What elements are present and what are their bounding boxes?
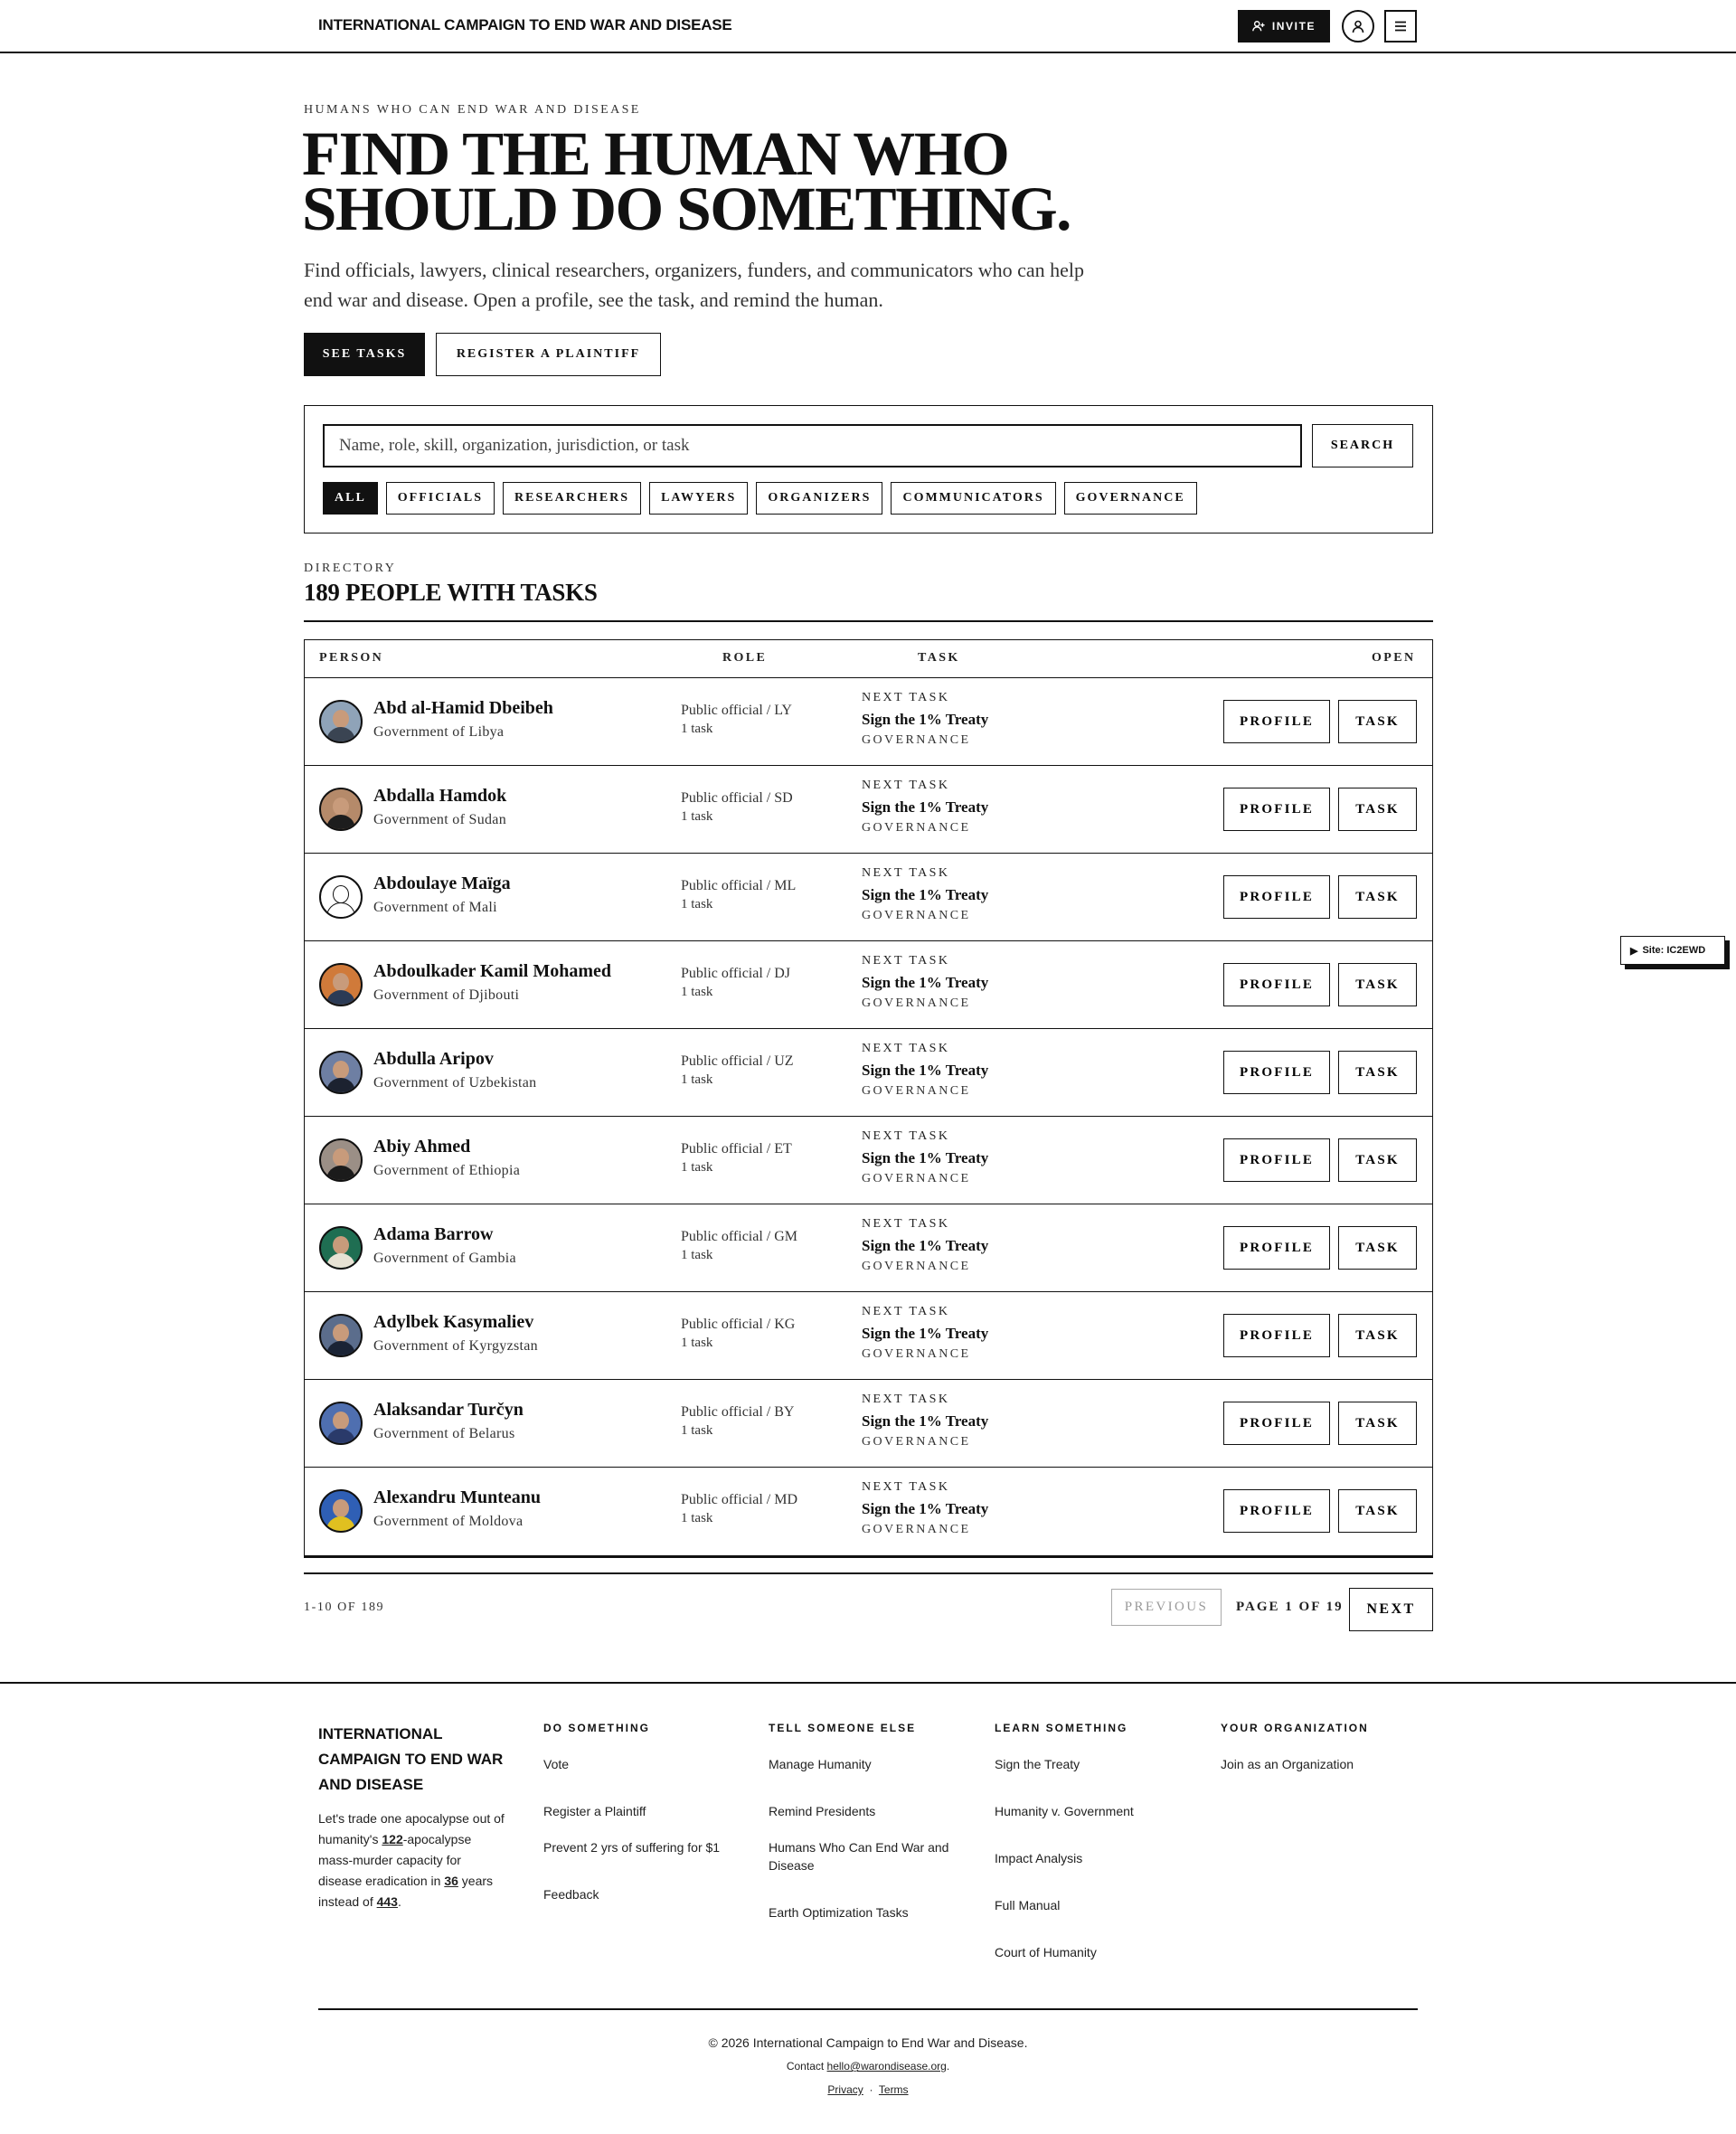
next-task-title: Sign the 1% Treaty xyxy=(862,1325,989,1342)
task-button[interactable]: TASK xyxy=(1338,700,1417,743)
footer-link-full-manual[interactable]: Full Manual xyxy=(995,1898,1061,1912)
person-name[interactable]: Abiy Ahmed xyxy=(373,1137,471,1157)
profile-button[interactable]: PROFILE xyxy=(1223,1051,1330,1094)
user-icon xyxy=(1351,19,1365,33)
filter-all[interactable]: ALL xyxy=(323,482,378,515)
person-task-count: 1 task xyxy=(681,1248,713,1262)
task-button[interactable]: TASK xyxy=(1338,875,1417,919)
hero-eyebrow: HUMANS WHO CAN END WAR AND DISEASE xyxy=(304,103,641,117)
page-indicator: PAGE 1 OF 19 xyxy=(1236,1600,1344,1614)
table-body xyxy=(305,678,1432,1555)
play-icon: ▶ xyxy=(1630,945,1638,957)
contact-line xyxy=(0,2060,1736,2073)
next-task-title: Sign the 1% Treaty xyxy=(862,974,989,991)
filter-governance[interactable]: GOVERNANCE xyxy=(1064,482,1197,515)
avatar-body xyxy=(326,1078,355,1094)
person-organization: Government of Kyrgyzstan xyxy=(373,1338,538,1354)
person-organization: Government of Ethiopia xyxy=(373,1163,521,1178)
footer-column-learn-something xyxy=(995,1722,1203,1990)
filter-officials[interactable]: OFFICIALS xyxy=(386,482,495,515)
person-role: Public official / MD xyxy=(681,1492,798,1507)
directory-label: DIRECTORY xyxy=(304,562,397,575)
person-task-count: 1 task xyxy=(681,1511,713,1525)
person-task-count: 1 task xyxy=(681,809,713,824)
avatar-body xyxy=(326,1253,355,1270)
person-organization: Government of Belarus xyxy=(373,1426,515,1441)
column-open: OPEN xyxy=(1372,651,1416,665)
footer-desc-number: 122 xyxy=(382,1832,403,1846)
avatar xyxy=(319,700,363,743)
next-task-label: NEXT TASK xyxy=(862,1480,950,1494)
table-row xyxy=(305,941,1432,1029)
next-task-label: NEXT TASK xyxy=(862,1129,950,1143)
person-name[interactable]: Adama Barrow xyxy=(373,1224,494,1244)
see-tasks-button[interactable]: SEE TASKS xyxy=(304,333,425,376)
footer-link-feedback[interactable]: Feedback xyxy=(543,1887,599,1902)
avatar-face xyxy=(333,973,349,991)
footer-desc-text: -apocalypse mass-murder capacity for disease eradication in xyxy=(318,1832,472,1888)
avatar xyxy=(319,1402,363,1445)
menu-button[interactable] xyxy=(1384,10,1417,42)
register-plaintiff-button[interactable]: REGISTER A PLAINTIFF xyxy=(436,333,661,376)
person-organization: Government of Libya xyxy=(373,724,505,740)
avatar-face xyxy=(333,1061,349,1079)
profile-button[interactable]: PROFILE xyxy=(1223,1138,1330,1182)
filter-lawyers[interactable]: LAWYERS xyxy=(649,482,748,515)
person-task-count: 1 task xyxy=(681,985,713,999)
avatar-body xyxy=(326,902,355,919)
person-task-count: 1 task xyxy=(681,1336,713,1350)
contact-end: . xyxy=(946,2060,950,2073)
task-button[interactable]: TASK xyxy=(1338,1226,1417,1270)
avatar-body xyxy=(326,815,355,831)
column-person: PERSON xyxy=(319,651,384,665)
page-title-line-1: FIND THE HUMAN WHO xyxy=(302,119,1009,188)
person-name[interactable]: Abdoulaye Maïga xyxy=(373,873,511,893)
footer-column-do-something xyxy=(543,1722,751,1932)
person-name[interactable]: Alaksandar Turčyn xyxy=(373,1400,524,1420)
person-role: Public official / UZ xyxy=(681,1053,794,1069)
next-task-category: GOVERNANCE xyxy=(862,996,971,1010)
table-row xyxy=(305,766,1432,854)
brand-logo-text[interactable]: INTERNATIONAL CAMPAIGN TO END WAR AND DISEASE xyxy=(318,16,732,33)
avatar-face xyxy=(333,1499,349,1517)
table-row xyxy=(305,1468,1432,1555)
table-row xyxy=(305,678,1432,766)
person-name[interactable]: Alexandru Munteanu xyxy=(373,1487,542,1507)
person-role: Public official / KG xyxy=(681,1317,796,1332)
avatar xyxy=(319,963,363,1006)
privacy-link[interactable]: Privacy xyxy=(827,2083,863,2096)
page-title xyxy=(302,119,1116,243)
footer-column-your-organization xyxy=(1221,1722,1429,1802)
column-role: ROLE xyxy=(722,651,768,665)
next-task-category: GOVERNANCE xyxy=(862,1172,971,1185)
footer-link-prevent-suffering[interactable]: Prevent 2 yrs of suffering for $1 xyxy=(543,1840,721,1855)
copyright: © 2026 International Campaign to End War and Disease. xyxy=(708,2035,1028,2050)
footer-link-register-plaintiff[interactable]: Register a Plaintiff xyxy=(543,1804,646,1818)
next-task-label: NEXT TASK xyxy=(862,691,950,704)
footer-column-title: DO SOMETHING xyxy=(543,1722,651,1734)
avatar-face xyxy=(333,1236,349,1254)
table-row xyxy=(305,1380,1432,1468)
table-header xyxy=(305,640,1432,678)
footer-link-earth-optimization[interactable]: Earth Optimization Tasks xyxy=(769,1905,909,1920)
hero-subtitle: Find officials, lawyers, clinical researchers, organizers, funders, and communicators who can help end war and disease. Open a profile, see the task, and remind the human. xyxy=(304,259,1085,311)
avatar xyxy=(319,1226,363,1270)
add-user-icon xyxy=(1252,20,1265,33)
site-badge-label: Site: IC2EWD xyxy=(1642,945,1706,956)
next-task-category: GOVERNANCE xyxy=(862,1435,971,1449)
person-name[interactable]: Abdulla Aripov xyxy=(373,1049,494,1069)
next-task-label: NEXT TASK xyxy=(862,1305,950,1318)
footer-link-humanity-v-government[interactable]: Humanity v. Government xyxy=(995,1804,1134,1818)
avatar-face xyxy=(333,1148,349,1166)
footer-column-tell-someone xyxy=(769,1722,976,1950)
person-role: Public official / SD xyxy=(681,790,793,806)
next-task-category: GOVERNANCE xyxy=(862,1523,971,1536)
hamburger-icon xyxy=(1394,21,1407,32)
footer-column-title: YOUR ORGANIZATION xyxy=(1221,1722,1369,1734)
filter-chips xyxy=(323,482,1197,515)
next-task-category: GOVERNANCE xyxy=(862,1084,971,1098)
footer-desc-text: years instead of xyxy=(318,1874,494,1909)
footer-desc-number: 443 xyxy=(376,1894,398,1909)
legal-separator: · xyxy=(869,2083,873,2096)
next-task-category: GOVERNANCE xyxy=(862,909,971,922)
next-task-category: GOVERNANCE xyxy=(862,821,971,835)
avatar xyxy=(319,788,363,831)
person-role: Public official / ET xyxy=(681,1141,792,1157)
footer-link-remind-presidents[interactable]: Remind Presidents xyxy=(769,1804,876,1818)
filter-researchers[interactable]: RESEARCHERS xyxy=(503,482,641,515)
footer-link-manage-humanity[interactable]: Manage Humanity xyxy=(769,1757,872,1771)
avatar-face xyxy=(333,710,349,728)
previous-page-button[interactable]: PREVIOUS xyxy=(1111,1589,1222,1626)
footer-link-vote[interactable]: Vote xyxy=(543,1757,570,1771)
table-row xyxy=(305,854,1432,941)
task-button[interactable]: TASK xyxy=(1338,963,1417,1006)
next-task-category: GOVERNANCE xyxy=(862,1347,971,1361)
person-organization: Government of Djibouti xyxy=(373,987,520,1003)
footer-desc-number: 36 xyxy=(444,1874,458,1888)
avatar-body xyxy=(326,1516,355,1533)
search-button[interactable]: SEARCH xyxy=(1312,424,1413,467)
task-button[interactable]: TASK xyxy=(1338,1138,1417,1182)
profile-button[interactable]: PROFILE xyxy=(1223,788,1330,831)
profile-button[interactable]: PROFILE xyxy=(1223,1314,1330,1357)
divider xyxy=(304,620,1433,622)
next-task-title: Sign the 1% Treaty xyxy=(862,1412,989,1430)
avatar-body xyxy=(326,727,355,743)
divider xyxy=(304,1572,1433,1574)
table-row xyxy=(305,1117,1432,1204)
next-task-label: NEXT TASK xyxy=(862,866,950,880)
top-bar xyxy=(0,0,1736,53)
person-name[interactable]: Adylbek Kasymaliev xyxy=(373,1312,534,1332)
task-button[interactable]: TASK xyxy=(1338,1402,1417,1445)
person-role: Public official / BY xyxy=(681,1404,795,1420)
next-task-title: Sign the 1% Treaty xyxy=(862,886,989,903)
profile-button[interactable]: PROFILE xyxy=(1223,1226,1330,1270)
avatar-body xyxy=(326,1341,355,1357)
task-button[interactable]: TASK xyxy=(1338,1051,1417,1094)
avatar-body xyxy=(326,990,355,1006)
invite-label: INVITE xyxy=(1271,20,1316,33)
profile-button[interactable]: PROFILE xyxy=(1223,700,1330,743)
person-organization: Government of Sudan xyxy=(373,812,507,827)
next-task-title: Sign the 1% Treaty xyxy=(862,1500,989,1517)
task-button[interactable]: TASK xyxy=(1338,1489,1417,1533)
contact-label: Contact xyxy=(786,2060,827,2073)
next-task-label: NEXT TASK xyxy=(862,954,950,968)
footer-link-impact-analysis[interactable]: Impact Analysis xyxy=(995,1851,1083,1865)
avatar-face xyxy=(333,1324,349,1342)
person-role: Public official / ML xyxy=(681,878,797,893)
profile-button[interactable]: PROFILE xyxy=(1223,963,1330,1006)
next-task-title: Sign the 1% Treaty xyxy=(862,1237,989,1254)
terms-link[interactable]: Terms xyxy=(878,2083,909,2096)
table-row xyxy=(305,1292,1432,1380)
avatar-body xyxy=(326,1166,355,1182)
next-task-title: Sign the 1% Treaty xyxy=(862,1149,989,1166)
person-organization: Government of Mali xyxy=(373,900,497,915)
next-task-category: GOVERNANCE xyxy=(862,733,971,747)
next-task-title: Sign the 1% Treaty xyxy=(862,711,989,728)
avatar xyxy=(319,1051,363,1094)
footer-description xyxy=(318,1808,508,1912)
footer-link-court-of-humanity[interactable]: Court of Humanity xyxy=(995,1945,1097,1959)
avatar-face xyxy=(333,885,349,903)
footer-desc-text: . xyxy=(397,1894,401,1909)
next-page-button[interactable]: NEXT xyxy=(1349,1588,1433,1631)
person-name[interactable]: Abdoulkader Kamil Mohamed xyxy=(373,961,611,981)
search-panel xyxy=(304,405,1433,534)
account-button[interactable] xyxy=(1342,10,1374,42)
column-task: TASK xyxy=(918,651,960,665)
pagination-range: 1-10 OF 189 xyxy=(304,1600,385,1614)
contact-email-link[interactable]: hello@warondisease.org xyxy=(826,2060,947,2073)
next-task-label: NEXT TASK xyxy=(862,1217,950,1231)
profile-button[interactable]: PROFILE xyxy=(1223,1402,1330,1445)
filter-organizers[interactable]: ORGANIZERS xyxy=(756,482,882,515)
footer-brand: INTERNATIONAL CAMPAIGN TO END WAR AND DISEASE xyxy=(318,1725,504,1793)
person-task-count: 1 task xyxy=(681,1160,713,1175)
avatar-face xyxy=(333,1412,349,1430)
footer-link-join-organization[interactable]: Join as an Organization xyxy=(1221,1757,1354,1771)
directory-count: 189 PEOPLE WITH TASKS xyxy=(304,579,598,606)
footer-link-humans-who-can[interactable]: Humans Who Can End War and Disease xyxy=(769,1840,949,1873)
person-role: Public official / LY xyxy=(681,703,792,718)
profile-button[interactable]: PROFILE xyxy=(1223,875,1330,919)
site-badge[interactable] xyxy=(1620,936,1725,965)
next-task-label: NEXT TASK xyxy=(862,1393,950,1406)
filter-communicators[interactable]: COMMUNICATORS xyxy=(891,482,1055,515)
next-task-category: GOVERNANCE xyxy=(862,1260,971,1273)
people-table xyxy=(304,639,1433,1558)
person-organization: Government of Gambia xyxy=(373,1251,516,1266)
next-task-label: NEXT TASK xyxy=(862,779,950,792)
person-task-count: 1 task xyxy=(681,897,713,911)
person-name[interactable]: Abd al-Hamid Dbeibeh xyxy=(373,698,553,718)
person-organization: Government of Uzbekistan xyxy=(373,1075,537,1091)
page-title-line-2: SHOULD DO SOMETHING. xyxy=(302,175,1071,243)
footer-desc-text: Let's trade one apocalypse out of humanity's xyxy=(318,1811,505,1846)
footer-link-sign-treaty[interactable]: Sign the Treaty xyxy=(995,1757,1080,1771)
avatar xyxy=(319,1138,363,1182)
search-input[interactable] xyxy=(323,424,1302,467)
avatar xyxy=(319,1489,363,1533)
avatar xyxy=(319,875,363,919)
legal-links xyxy=(0,2083,1736,2096)
footer-column-title: LEARN SOMETHING xyxy=(995,1722,1128,1734)
person-organization: Government of Moldova xyxy=(373,1514,524,1529)
footer xyxy=(0,1682,1736,2134)
footer-column-title: TELL SOMEONE ELSE xyxy=(769,1722,917,1734)
table-row xyxy=(305,1029,1432,1117)
next-task-label: NEXT TASK xyxy=(862,1042,950,1055)
invite-button[interactable] xyxy=(1238,10,1330,42)
person-role: Public official / GM xyxy=(681,1229,798,1244)
avatar-body xyxy=(326,1429,355,1445)
profile-button[interactable]: PROFILE xyxy=(1223,1489,1330,1533)
divider xyxy=(318,2008,1418,2010)
avatar xyxy=(319,1314,363,1357)
person-task-count: 1 task xyxy=(681,1423,713,1438)
table-row xyxy=(305,1204,1432,1292)
person-name[interactable]: Abdalla Hamdok xyxy=(373,786,507,806)
person-task-count: 1 task xyxy=(681,722,713,736)
person-role: Public official / DJ xyxy=(681,966,791,981)
task-button[interactable]: TASK xyxy=(1338,788,1417,831)
person-task-count: 1 task xyxy=(681,1072,713,1087)
avatar-face xyxy=(333,798,349,816)
next-task-title: Sign the 1% Treaty xyxy=(862,798,989,816)
task-button[interactable]: TASK xyxy=(1338,1314,1417,1357)
next-task-title: Sign the 1% Treaty xyxy=(862,1062,989,1079)
